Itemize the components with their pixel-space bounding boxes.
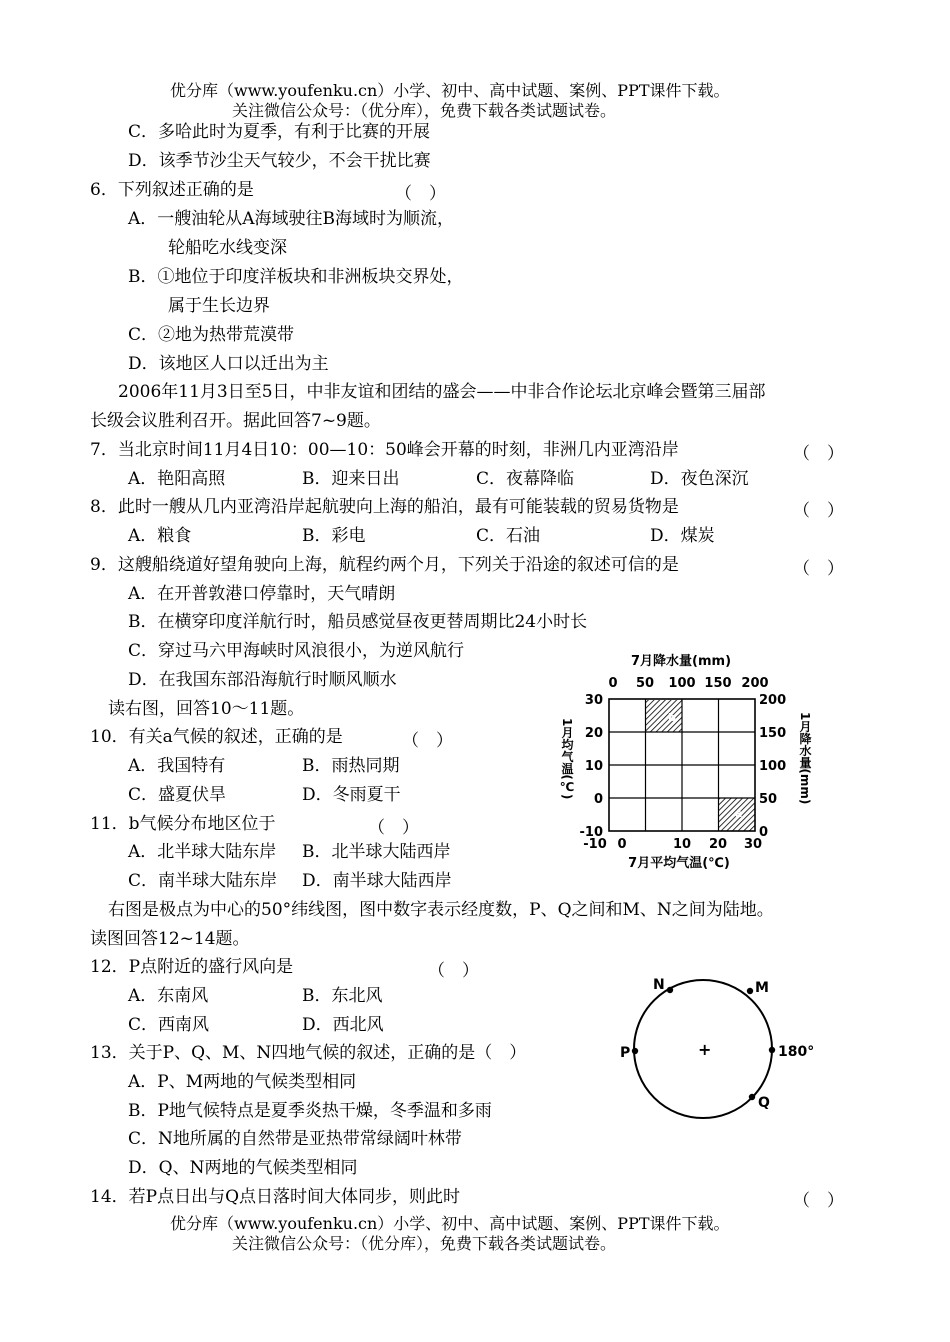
q13-option-d: D．Q、N两地的气候类型相同 xyxy=(128,1158,358,1178)
label-n: N xyxy=(653,977,665,993)
q12-option-c: C．西南风 xyxy=(128,1015,210,1035)
q8-option-c: C．石油 xyxy=(476,526,541,546)
q10-paren: （ ） xyxy=(402,731,453,751)
point-180 xyxy=(769,1047,775,1053)
q7-option-d: D．夜色深沉 xyxy=(650,469,749,489)
q11-option-c: C．南半球大陆东岸 xyxy=(128,871,278,891)
bottom-axis-label: 7月平均气温(℃) xyxy=(628,856,730,871)
q12-option-d: D．西北风 xyxy=(302,1015,384,1035)
top-tick-4: 200 xyxy=(741,676,769,691)
right-tick-3: 50 xyxy=(759,792,778,807)
right-tick-4: 0 xyxy=(759,825,769,840)
q12-option-a: A．东南风 xyxy=(128,986,209,1006)
q7-option-c: C．夜幕降临 xyxy=(476,469,575,489)
q7-option-a: A．艳阳高照 xyxy=(128,469,226,489)
left-tick-0: 30 xyxy=(584,693,603,708)
intro1214-line1: 右图是极点为中心的50°纬线图，图中数字表示经度数，P、Q之间和M、N之间为陆地。 xyxy=(108,900,774,920)
q10-stem: 10．有关a气候的叙述，正确的是 xyxy=(90,727,343,747)
intro79-line2: 长级会议胜利召开。据此回答7~9题。 xyxy=(90,411,381,431)
q8-paren: （ ） xyxy=(793,501,844,521)
header-line2: 关注微信公众号：（优分库），免费下载各类试题试卷。 xyxy=(232,101,617,120)
q11-stem: 11．b气候分布地区位于 xyxy=(90,814,276,834)
q8-option-d: D．煤炭 xyxy=(650,526,715,546)
q11-option-a: A．北半球大陆东岸 xyxy=(128,842,277,862)
pole-center-mark: + xyxy=(698,1040,712,1059)
bottom-tick-4: 30 xyxy=(743,837,763,852)
q12-paren: （ ） xyxy=(428,961,479,981)
right-tick-1: 150 xyxy=(759,726,787,741)
left-axis-label: 1月均气温(℃) xyxy=(560,718,574,800)
q14-stem: 14．若P点日出与Q点日落时间大体同步，则此时 xyxy=(90,1187,461,1207)
q9-option-a: A．在开普敦港口停靠时，天气晴朗 xyxy=(128,584,396,604)
q7-stem: 7．当北京时间11月4日10：00—10：50峰会开幕的时刻，非洲几内亚湾沿岸 xyxy=(90,440,679,460)
footer-line2: 关注微信公众号：（优分库），免费下载各类试题试卷。 xyxy=(232,1234,617,1253)
label-180: 180° xyxy=(778,1044,815,1060)
region-b-label: b xyxy=(668,711,676,724)
q6-stem: 6．下列叙述正确的是 xyxy=(90,180,254,200)
q6-option-a1: A．一艘油轮从A海域驶往B海域时为顺流， xyxy=(128,209,455,229)
intro79-line1: 2006年11月3日至5日，中非友谊和团结的盛会——中非合作论坛北京峰会暨第三届部 xyxy=(118,382,766,402)
region-b xyxy=(646,700,682,732)
polar-latitude-map xyxy=(615,970,845,1120)
q11-option-b: B．北半球大陆西岸 xyxy=(302,842,451,862)
bottom-tick-2: 10 xyxy=(672,837,692,852)
point-q xyxy=(749,1094,755,1100)
q9-option-b: B．在横穿印度洋航行时，船员感觉昼夜更替周期比24小时长 xyxy=(128,612,588,632)
label-q: Q xyxy=(758,1095,770,1111)
q6-paren: （ ） xyxy=(395,184,446,204)
q6-option-b1: B．①地位于印度洋板块和非洲板块交界处， xyxy=(128,267,464,287)
bottom-tick-3: 20 xyxy=(708,837,728,852)
bottom-tick-1: 0 xyxy=(617,837,627,852)
q6-option-c: C．②地为热带荒漠带 xyxy=(128,325,295,345)
bottom-tick-0: -10 xyxy=(583,837,607,852)
q11-paren: （ ） xyxy=(368,818,419,838)
region-a-label: a xyxy=(735,807,743,820)
q9-paren: （ ） xyxy=(793,559,844,579)
point-p xyxy=(632,1048,638,1054)
q6-option-d: D．该地区人口以迁出为主 xyxy=(128,354,329,374)
q8-option-b: B．彩电 xyxy=(302,526,366,546)
q9-option-d: D．在我国东部沿海航行时顺风顺水 xyxy=(128,670,397,690)
top-tick-3: 150 xyxy=(704,676,732,691)
q7-option-b: B．迎来日出 xyxy=(302,469,400,489)
q6-option-a2: 轮船吃水线变深 xyxy=(168,238,287,258)
intro1214-line2: 读图回答12~14题。 xyxy=(90,929,250,949)
q9-stem: 9．这艘船绕道好望角驶向上海，航程约两个月，下列关于沿途的叙述可信的是 xyxy=(90,555,679,575)
q7-paren: （ ） xyxy=(793,444,844,464)
q14-paren: （ ） xyxy=(793,1191,844,1211)
q12-option-b: B．东北风 xyxy=(302,986,383,1006)
q9-option-c: C．穿过马六甲海峡时风浪很小，为逆风航行 xyxy=(128,641,465,661)
label-m: M xyxy=(755,980,769,996)
point-n xyxy=(667,987,673,993)
point-m xyxy=(747,988,753,994)
climate-chart xyxy=(545,650,835,872)
header-line1: 优分库（www.youfenku.cn）小学、初中、高中试题、案例、PPT课件下载。 xyxy=(170,81,730,100)
footer-line1: 优分库（www.youfenku.cn）小学、初中、高中试题、案例、PPT课件下载。 xyxy=(170,1214,730,1233)
left-tick-2: 10 xyxy=(584,759,603,774)
left-tick-1: 20 xyxy=(584,726,603,741)
q10-option-a: A．我国特有 xyxy=(128,756,226,776)
q5-option-c: C．多哈此时为夏季，有利于比赛的开展 xyxy=(128,122,431,142)
q10-option-c: C．盛夏伏旱 xyxy=(128,785,227,805)
label-p: P xyxy=(620,1045,631,1061)
q8-stem: 8．此时一艘从几内亚湾沿岸起航驶向上海的船泊，最有可能装载的贸易货物是 xyxy=(90,497,679,517)
chart-title: 7月降水量(mm) xyxy=(630,654,732,669)
left-tick-3: 0 xyxy=(593,792,603,807)
q6-option-b2: 属于生长边界 xyxy=(168,296,270,316)
right-tick-0: 200 xyxy=(759,693,787,708)
q13-option-b: B．P地气候特点是夏季炎热干燥，冬季温和多雨 xyxy=(128,1101,492,1121)
top-tick-0: 0 xyxy=(608,676,618,691)
top-tick-1: 50 xyxy=(635,676,655,691)
q10-option-b: B．雨热同期 xyxy=(302,756,400,776)
q12-stem: 12．P点附近的盛行风向是 xyxy=(90,957,294,977)
q13-option-c: C．N地所属的自然带是亚热带常绿阔叶林带 xyxy=(128,1129,462,1149)
top-tick-2: 100 xyxy=(668,676,696,691)
q8-option-a: A．粮食 xyxy=(128,526,192,546)
q13-stem: 13．关于P、Q、M、N四地气候的叙述，正确的是（ ） xyxy=(90,1043,527,1063)
q11-option-d: D．南半球大陆西岸 xyxy=(302,871,452,891)
q10-option-d: D．冬雨夏干 xyxy=(302,785,401,805)
right-tick-2: 100 xyxy=(759,759,787,774)
intro1011: 读右图，回答10～11题。 xyxy=(108,699,305,719)
left-tick-4: -10 xyxy=(579,825,603,840)
q13-option-a: A．P、M两地的气候类型相同 xyxy=(128,1072,357,1092)
q5-option-d: D．该季节沙尘天气较少，不会干扰比赛 xyxy=(128,151,431,171)
right-axis-label: 1月降水量(mm) xyxy=(798,712,812,805)
